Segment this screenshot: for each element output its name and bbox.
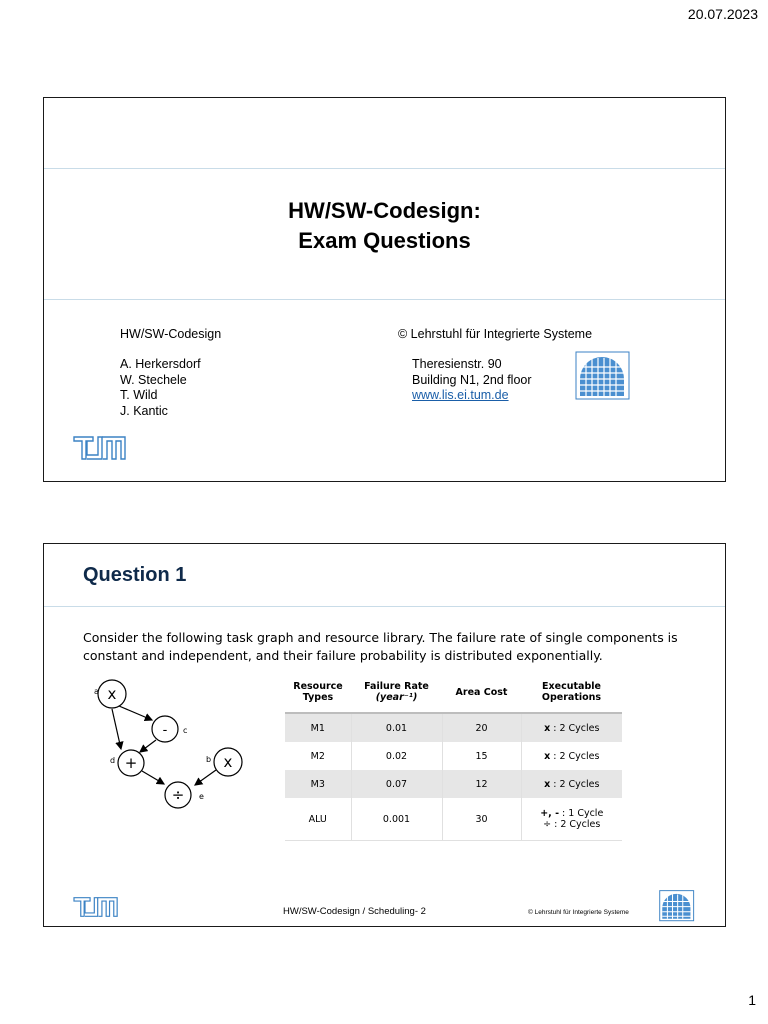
tum-logo-icon	[73, 896, 119, 918]
question-title: Question 1	[83, 564, 187, 586]
edge-a-c	[119, 706, 152, 720]
bottom-divider	[44, 299, 725, 300]
svg-text:+: +	[124, 754, 138, 772]
svg-text:x: x	[223, 753, 233, 771]
svg-text:x: x	[107, 685, 117, 703]
title-divider	[44, 606, 725, 607]
lis-logo-icon	[575, 351, 631, 401]
svg-text:d: d	[110, 756, 116, 765]
edge-d-e	[142, 771, 164, 784]
node-e	[165, 782, 204, 808]
edge-a-d	[112, 709, 121, 749]
top-divider	[44, 168, 725, 169]
table-header-row	[285, 672, 622, 713]
table-row: M1 0.01 20 x : 2 Cycles	[285, 713, 622, 742]
question-slide	[43, 543, 726, 927]
print-date: 20.07.2023	[687, 6, 758, 22]
lis-logo-icon	[659, 890, 695, 922]
copyright-text: © Lehrstuhl für Integrierte Systeme	[398, 327, 593, 341]
col-resource-types: Resource Types	[285, 672, 351, 713]
node-c	[152, 716, 187, 742]
author-list: A. Herkersdorf W. Stechele T. Wild J. Kantic	[120, 357, 201, 418]
address-block: Theresienstr. 90 Building N1, 2nd floor www.lis.ei.tum.de	[412, 357, 532, 402]
node-a	[94, 680, 126, 708]
node-d	[110, 750, 144, 776]
course-name: HW/SW-Codesign	[120, 327, 222, 341]
svg-text:÷: ÷	[171, 786, 185, 804]
table-row: ALU 0.001 30 +, - : 1 Cycle ÷ : 2 Cycles	[285, 798, 622, 841]
slide-footer: HW/SW-Codesign / Scheduling- 2	[283, 906, 426, 917]
table-row: M2 0.02 15 x : 2 Cycles	[285, 742, 622, 770]
node-b	[206, 748, 242, 776]
col-area-cost: Area Cost	[442, 672, 521, 713]
col-executable-ops: Executable Operations	[521, 672, 622, 713]
tum-logo-icon	[73, 435, 127, 461]
table-row: M3 0.07 12 x : 2 Cycles	[285, 770, 622, 798]
footer-copyright: © Lehrstuhl für Integrierte Systeme	[528, 909, 629, 916]
edge-b-e	[195, 770, 216, 785]
edge-c-d	[140, 740, 156, 752]
title-slide	[43, 97, 726, 482]
svg-text:b: b	[206, 755, 212, 764]
website-link[interactable]: www.lis.ei.tum.de	[412, 388, 509, 402]
col-failure-rate: Failure Rate (year⁻¹)	[351, 672, 442, 713]
task-graph	[88, 676, 254, 816]
svg-text:e: e	[199, 792, 204, 801]
slide-title: HW/SW-Codesign: Exam Questions	[288, 198, 481, 253]
svg-text:c: c	[183, 726, 188, 735]
page-number: 1	[748, 992, 756, 1008]
svg-text:a: a	[94, 687, 99, 696]
resource-table	[285, 672, 622, 841]
question-text: Consider the following task graph and resource library. The failure rate of single components is constant and independent, and their failure probability is distributed exponentially.	[83, 630, 678, 663]
svg-text:-: -	[162, 723, 168, 738]
